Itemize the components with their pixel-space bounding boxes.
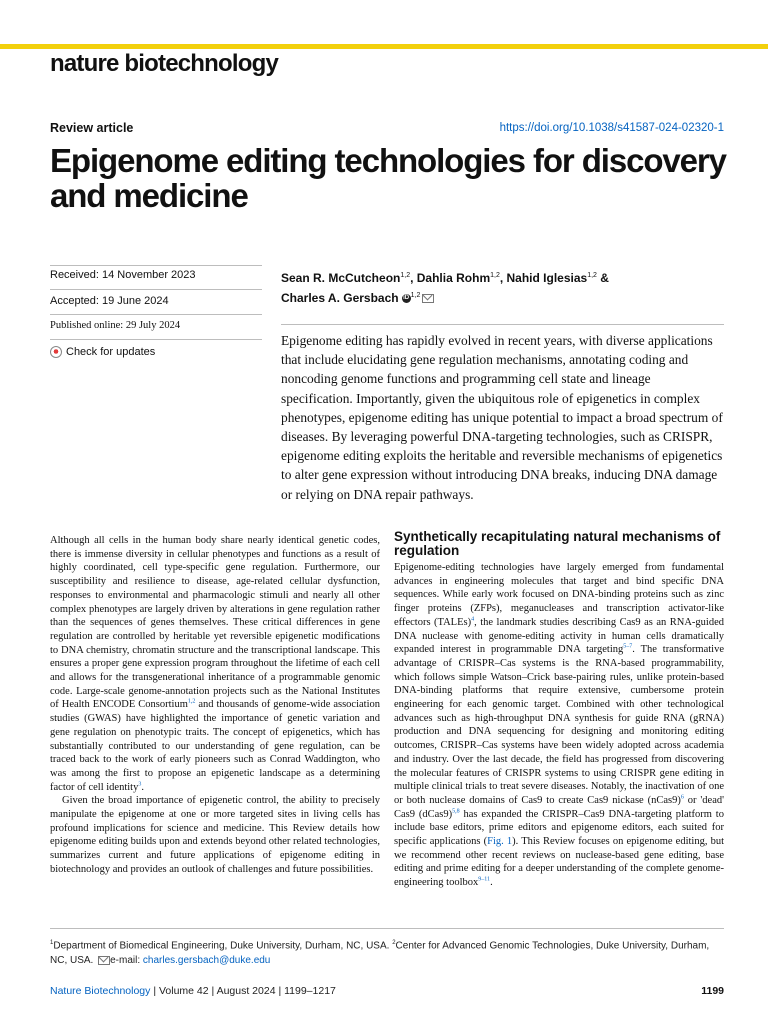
affiliation-marker: 2	[392, 940, 396, 946]
author-name[interactable]: Nahid Iglesias	[506, 271, 588, 285]
meta-divider	[50, 289, 262, 290]
affiliation-text: Department of Biomedical Engineering, Duke University, Durham, NC, USA.	[53, 940, 393, 952]
affiliation-text: Center for Advanced Genomic Technologies, Duke University, Durham, NC, USA.	[50, 940, 710, 967]
section-heading: Synthetically recapitulating natural mechanisms of regulation	[394, 529, 721, 558]
footer-journal-link[interactable]: Nature Biotechnology	[50, 985, 151, 997]
body-text: and thousands of genome-wide association studies (GWAS) have highlighted the importance of genetic variation and gene regulation on phenotypic traits. The concept of epigenetics, which has substantially contributed to our understanding of gene regulation, can be traced back to the work of early pioneers such as Conrad Waddington, who was among the first to propose an epigenetic landscape as a determining factor of cell identity	[50, 699, 380, 793]
check-for-updates-label: Check for updates	[66, 346, 156, 358]
meta-divider	[50, 265, 262, 266]
author-list: Sean R. McCutcheon$^{1,2}$, Dahlia Rohm$^{1,2}$, Nahid Iglesias$^{1,2}$ & Charles A. Gersbach iD $^{1,2}$	[281, 271, 609, 305]
doi-link[interactable]: https://doi.org/10.1038/s41587-024-02320-1	[499, 122, 724, 134]
email-link[interactable]: charles.gersbach@duke.edu	[142, 955, 271, 967]
body-paragraph	[50, 534, 380, 794]
figure-link[interactable]: Fig. 1	[487, 836, 513, 848]
received-date: Received: 14 November 2023	[50, 269, 196, 281]
citation[interactable]: 5,8	[452, 808, 460, 815]
email-icon[interactable]	[422, 294, 434, 303]
citation[interactable]: 4	[471, 616, 475, 623]
citation[interactable]: 6	[680, 794, 684, 801]
author-separator: &	[596, 271, 609, 285]
affiliation-marker: 1,2	[587, 272, 597, 279]
body-paragraph: Given the broad importance of epigenetic control, the ability to precisely manipulate the epigenome at one or more targeted sites in living cells has profound implications for science and medicine. This Review details how epigenome editing builds upon and extends beyond other related technologies, summarizes current and future applications of epigenome editing in biotechnology and provides an outlook of challenges and future possibilities.	[50, 795, 380, 875]
body-text: . The transformative advantage of CRISPR–Cas systems is the RNA-based programmability, which follows simple Watson–Crick base-pairing rules, unlike protein-based DNA-binding platforms that require extensive, cumbersome protein engineering for each genomic target. Combined with other technological advances such as high-throughput DNA synthesis for guide RNA (gRNA) production and DNA sequencing for designing and monitoring editing outcomes, CRISPR–Cas systems have been widely adopted across academia and industry. Over the last decade, the field has progressed from discovering the molecular features of CRISPR systems to using CRISPR gene editing in multiple clinical trials to treat severe diseases. Notably, the inactivation of one or both nuclease domains of Cas9 to create Cas9 nickase (nCas9)	[394, 644, 724, 806]
footnote-divider	[50, 928, 724, 929]
affiliation-marker: 1	[50, 940, 54, 946]
page-number: 1199	[701, 985, 724, 997]
citation[interactable]: 3	[138, 781, 142, 788]
body-text: ). This Review focuses on epigenome editing, but we recommend other recent reviews on nuclease-based gene editing, base editing and prime editing for a deeper understanding of the complete genome-engineering toolbox	[394, 836, 724, 889]
published-date: Published online: 29 July 2024	[50, 320, 181, 331]
meta-divider	[50, 314, 262, 315]
body-column-right	[394, 530, 724, 890]
accepted-date: Accepted: 19 June 2024	[50, 295, 169, 307]
article-title: Epigenome editing technologies for discovery and medicine	[50, 142, 726, 214]
body-text: , the landmark studies describing Cas9 as an RNA-guided DNA nuclease with genome-editing activity in human cells dramatically expanded interest in programmable DNA targeting	[394, 616, 724, 656]
body-column-left	[50, 534, 380, 877]
journal-name[interactable]: nature biotechnology	[50, 50, 279, 77]
orcid-icon[interactable]: iD	[403, 295, 410, 302]
author-name[interactable]: Sean R. McCutcheon	[281, 271, 401, 285]
footer-details: | Volume 42 | August 2024 | 1199–1217	[150, 985, 336, 997]
email-label: e-mail:	[110, 955, 143, 967]
affiliation-marker: 1,2	[410, 292, 421, 299]
citation[interactable]: 9–11	[478, 876, 491, 883]
email-icon	[98, 956, 110, 965]
body-paragraph	[394, 561, 724, 890]
abstract-divider	[281, 324, 724, 325]
journal-accent-bar	[0, 44, 768, 49]
article-type: Review article	[50, 121, 134, 135]
body-text: .	[141, 781, 144, 793]
body-text: Epigenome-editing technologies have largely emerged from fundamental advances in engineering molecules that target and bind specific DNA sequences. While early work focused on DNA-binding proteins such as zinc finger proteins (ZFPs), meganucleases and transcription activator-like effectors (TALEs)	[394, 562, 724, 628]
citation[interactable]: 5–7	[623, 643, 633, 650]
body-text: has expanded the CRISPR–Cas9 DNA-targeting platform to include base editors, prime editors and epigenome editors, each suited for specific applications (	[394, 808, 724, 848]
page-footer	[50, 985, 336, 997]
author-name[interactable]: Charles A. Gersbach	[281, 291, 399, 305]
affiliation-marker: 1,2	[400, 272, 411, 279]
body-text: Although all cells in the human body share nearly identical genetic codes, there is immense diversity in cellular phenotypes and functions as a result of highly coordinated, cell type-specific gene regulation. Furthermore, our susceptibility and resilience to disease, age-related cellular dysfunction, responses to environmental and pharmacologic stimuli and nearly all other complex phenotypes are largely driven by alterations in gene regulation rather than the sequences of genes themselves. These critical differences in gene regulation are controlled by heritable yet reversible epigenetic modifications to DNA chemistry, chromatin structure and the transcriptional landscape. This ensures a proper gene expression program throughout the lifetime of each cell and allows for the transgenerational inheritance of a programmable genomic code. Large-scale genome-annotation projects such as the National Institutes of Health ENCODE Consortium	[50, 535, 380, 711]
check-for-updates-button[interactable]	[50, 346, 262, 358]
affiliation-marker: 1,2	[490, 272, 500, 279]
citation[interactable]: 1,2	[187, 698, 196, 705]
check-for-updates-icon	[50, 346, 62, 358]
body-text: .	[490, 877, 493, 889]
affiliations-footnote	[50, 936, 724, 968]
body-text: or 'dead' Cas9 (dCas9)	[394, 794, 724, 820]
meta-divider	[50, 339, 262, 340]
author-name[interactable]: Dahlia Rohm	[416, 271, 491, 285]
abstract: Epigenome editing has rapidly evolved in recent years, with diverse applications that include elucidating gene regulation mechanisms, annotating coding and noncoding genome functions and programming cell state and lineage specification. Importantly, given the ubiquitous role of epigenetics in complex phenotypes, epigenome editing has unique potential to impact a broad spectrum of diseases. By leveraging powerful DNA-targeting technologies, such as CRISPR, epigenome editing exploits the heritable and reversible mechanisms of epigenetics to alter gene expression without introducing DNA breaks, inducing DNA damage or relying on DNA repair pathways.	[281, 333, 723, 502]
